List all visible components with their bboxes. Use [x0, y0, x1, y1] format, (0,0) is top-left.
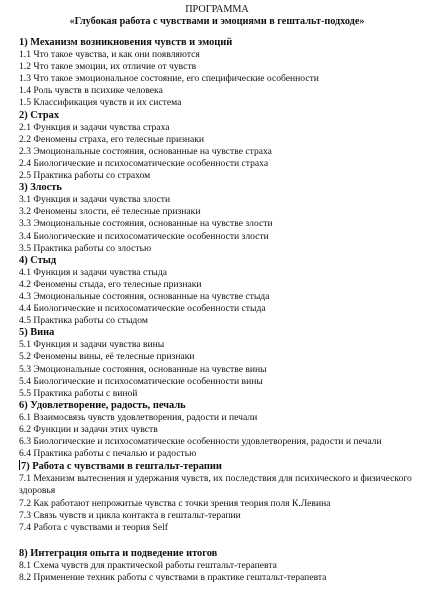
section-heading: 5) Вина: [19, 327, 55, 339]
list-item: 6.1 Взаимосвязь чувств удовлетворения, радости и печали: [19, 411, 258, 423]
section-heading: 2) Страх: [19, 109, 60, 121]
text-cursor: [19, 460, 20, 470]
section-6: [19, 400, 434, 460]
list-item: 3.1 Функция и задачи чувства злости: [19, 194, 171, 206]
list-item: 2.1 Функция и задачи чувства страха: [19, 121, 170, 133]
document-title: ПРОГРАММА: [185, 4, 249, 15]
list-item: 4.3 Эмоциональные состояния, основанные на чувстве стыда: [19, 290, 270, 302]
section-heading: 1) Механизм возникновения чувств и эмоций: [19, 37, 233, 48]
section-heading: 3) Злость: [19, 182, 62, 194]
list-item: 1.3 Что такое эмоциональное состояние, его специфические особенности: [19, 73, 319, 85]
list-item: 8.1 Схема чувств для практической работы гештальт-терапевта: [19, 559, 277, 571]
section-heading: 4) Стыд: [19, 254, 57, 266]
list-item: 5.5 Практика работы с виной: [19, 387, 138, 399]
list-item: 2.3 Эмоциональные состояния, основанные на чувстве страха: [19, 145, 272, 157]
section-3: [19, 182, 434, 255]
document-subtitle: «Глубокая работа с чувствами и эмоциями в гештальт-подходе»: [69, 16, 365, 27]
list-item: 7.2 Как работают непрожитые чувства с точки зрения теория поля К.Левина: [19, 497, 331, 509]
list-item: 4.2 Феномены стыда, его телесные признаки: [19, 278, 202, 290]
section-1: [19, 37, 434, 110]
list-item: 2.4 Биологические и психосоматические особенности страха: [19, 157, 269, 169]
list-item: 1.2 Что такое эмоции, их отличие от чувств: [19, 61, 197, 73]
list-item: 5.4 Биологические и психосоматические особенности вины: [19, 375, 263, 387]
list-item: 4.5 Практика работы со стыдом: [19, 315, 148, 327]
section-7: [19, 460, 434, 534]
list-item: 3.5 Практика работы со злостью: [19, 242, 152, 254]
section-heading: 6) Удовлетворение, радость, печаль: [19, 399, 186, 411]
list-item: 3.4 Биологические и психосоматические особенности злости: [19, 230, 269, 242]
list-item: 5.3 Эмоциональные состояния, основанные на чувстве вины: [19, 363, 267, 375]
list-item: 4.1 Функция и задачи чувства стыда: [19, 266, 167, 278]
list-item: 1.4 Роль чувств в психике человека: [19, 85, 163, 97]
list-item: 3.2 Феномены злости, её телесные признаки: [19, 206, 201, 218]
list-item: 5.2 Феномены вины, её телесные признаки: [19, 351, 195, 363]
section-8: [19, 548, 434, 584]
list-item: 8.2 Применение техник работы с чувствами в практике гештальт-терапевта: [19, 572, 327, 584]
list-item: 5.1 Функция и задачи чувства вины: [19, 339, 165, 351]
list-item: 1.5 Классификация чувств и их система: [19, 97, 182, 109]
section-heading[interactable]: [19, 460, 434, 473]
section-heading: 8) Интеграция опыта и подведение итогов: [19, 547, 218, 559]
list-item: 7.1 Механизм вытеснения и удержания чувств, их последствия для психического и физического здоровья: [19, 473, 412, 497]
list-item: 7.4 Работа с чувствами и теория Self: [19, 521, 168, 533]
list-item: 2.2 Феномены страха, его телесные признаки: [19, 133, 205, 145]
list-item: 4.4 Биологические и психосоматические особенности стыда: [19, 303, 266, 315]
section-heading-text: 7) Работа с чувствами в гештальт-терапии: [21, 461, 222, 473]
section-5: [19, 327, 434, 400]
section-2: [19, 110, 434, 183]
list-item: 2.5 Практика работы со страхом: [19, 170, 151, 182]
list-item: 6.2 Функции и задачи этих чувств: [19, 424, 158, 435]
blank-line: [0, 534, 434, 548]
list-item: 7.3 Связь чувств и цикла контакта в гештальт-терапии: [19, 509, 241, 521]
section-4: [19, 255, 434, 328]
list-item: 6.3 Биологические и психосоматические особенности удовлетворения, радости и печали: [19, 436, 382, 448]
list-item: 6.4 Практика работы с печалью и радостью: [19, 448, 197, 460]
list-item: 1.1 Что такое чувства, и как они появляются: [19, 49, 200, 61]
list-item: 3.3 Эмоциональные состояния, основанные на чувстве злости: [19, 218, 273, 230]
